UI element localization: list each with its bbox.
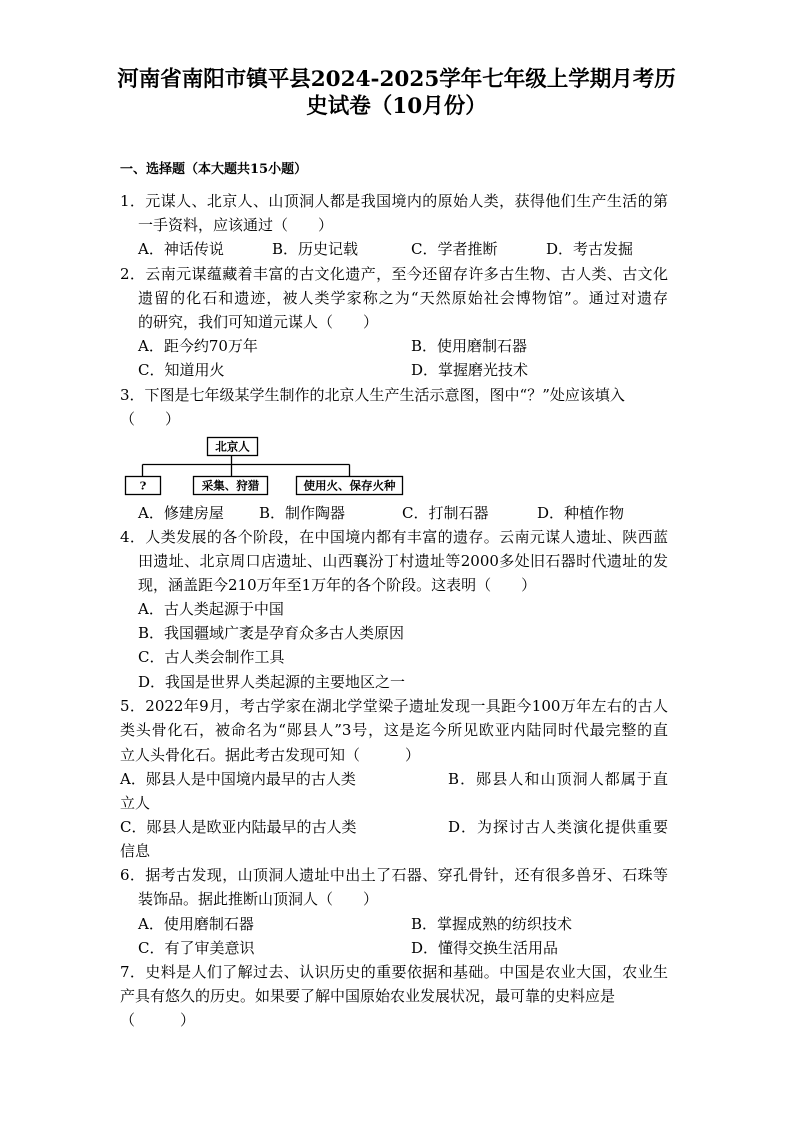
option-d: D．种植作物 [537, 504, 625, 522]
diagram-label-root: 北京人 [215, 439, 250, 454]
option-b: B．使用磨制石器 [411, 337, 528, 355]
beijing-man-diagram [120, 432, 410, 498]
question-stem-line: （ ） [120, 1011, 196, 1029]
diagram-label-unknown: ? [139, 478, 147, 493]
option-b: B．历史记载 [272, 240, 359, 258]
diagram-label-gathering-hunting: 采集、狩猎 [201, 478, 260, 493]
option-c: C．学者推断 [411, 240, 498, 258]
question-stem-line: 立人头骨化石。据此考古发现可知（ ） [120, 746, 421, 764]
question-stem-line: 装饰品。据此推断山顶洞人（ ） [138, 890, 379, 908]
option-c: C．打制石器 [402, 504, 489, 522]
question-stem-line: 2．云南元谋蕴藏着丰富的古文化遗产，至今还留存许多古生物、古人类、古文化 [120, 265, 668, 283]
question-stem-line: （ ） [120, 410, 181, 428]
question-stem-line: 现，涵盖距今210万年至1万年的各个阶段。这表明（ ） [138, 576, 537, 594]
option-a: A．修建房屋 [138, 504, 224, 522]
option-d: D．我国是世界人类起源的主要地区之一 [138, 673, 406, 691]
option-d: D．掌握磨光技术 [411, 361, 529, 379]
question-stem-line: 遗留的化石和遗迹，被人类学家称之为“天然原始社会博物馆”。通过对遗存 [138, 289, 668, 307]
option-d-continuation: 信息 [120, 842, 151, 860]
option-b: B．掌握成熟的纺织技术 [411, 915, 573, 933]
question-stem-line: 田遗址、北京周口店遗址、山西襄汾丁村遗址等2000多处旧石器时代遗址的发 [138, 552, 668, 570]
question-stem-line: 3．下图是七年级某学生制作的北京人生产生活示意图，图中“？”处应该填入 [120, 386, 625, 404]
question-stem-line: 7．史料是人们了解过去、认识历史的重要依据和基础。中国是农业大国，农业生 [120, 963, 668, 981]
question-stem-line: 6．据考古发现，山顶洞人遗址中出土了石器、穿孔骨针，还有很多兽牙、石珠等 [120, 866, 668, 884]
option-a: A．使用磨制石器 [138, 915, 254, 933]
question-stem-line: 类头骨化石，被命名为“郧县人”3号，这是迄今所见欧亚内陆同时代最完整的直 [120, 721, 668, 739]
option-d: D．为探讨古人类演化提供重要 [448, 818, 668, 836]
option-b: B．我国疆域广袤是孕育众多古人类原因 [138, 624, 405, 642]
option-c: C．古人类会制作工具 [138, 648, 285, 666]
option-a: A．古人类起源于中国 [138, 600, 284, 618]
question-stem-line: 1．元谋人、北京人、山顶洞人都是我国境内的原始人类，获得他们生产生活的第 [120, 192, 668, 210]
option-a: A．距今约70万年 [138, 337, 258, 355]
section-heading: 一、选择题（本大题共15小题） [120, 162, 308, 177]
option-a: A．郧县人是中国境内最早的古人类 [120, 770, 356, 788]
option-c: C．有了审美意识 [138, 939, 255, 957]
option-b: B．制作陶器 [259, 504, 346, 522]
option-c: C．知道用火 [138, 361, 225, 379]
page-title-line-1: 河南省南阳市镇平县2024-2025学年七年级上学期月考历 [117, 67, 676, 92]
question-stem-line: 产具有悠久的历史。如果要了解中国原始农业发展状况，最可靠的史料应是 [120, 987, 616, 1005]
question-stem-line: 的研究，我们可知道元谋人（ ） [138, 313, 379, 331]
option-c: C．郧县人是欧亚内陆最早的古人类 [120, 818, 357, 836]
question-stem-line: 4．人类发展的各个阶段，在中国境内都有丰富的遗存。云南元谋人遗址、陕西蓝 [120, 528, 668, 546]
question-stem-line: 一手资料，应该通过（ ） [138, 216, 334, 234]
option-a: A．神话传说 [138, 240, 224, 258]
option-b: B．郧县人和山顶洞人都属于直 [448, 770, 668, 788]
page-title-line-2: 史试卷（10月份） [306, 94, 487, 119]
diagram-label-fire: 使用火、保存火种 [303, 478, 396, 493]
question-stem-line: 5．2022年9月，考古学家在湖北学堂梁子遗址发现一具距今100万年左右的古人 [120, 697, 668, 715]
option-b-continuation: 立人 [120, 794, 151, 812]
option-d: D．考古发掘 [546, 240, 634, 258]
option-d: D．懂得交换生活用品 [411, 939, 559, 957]
